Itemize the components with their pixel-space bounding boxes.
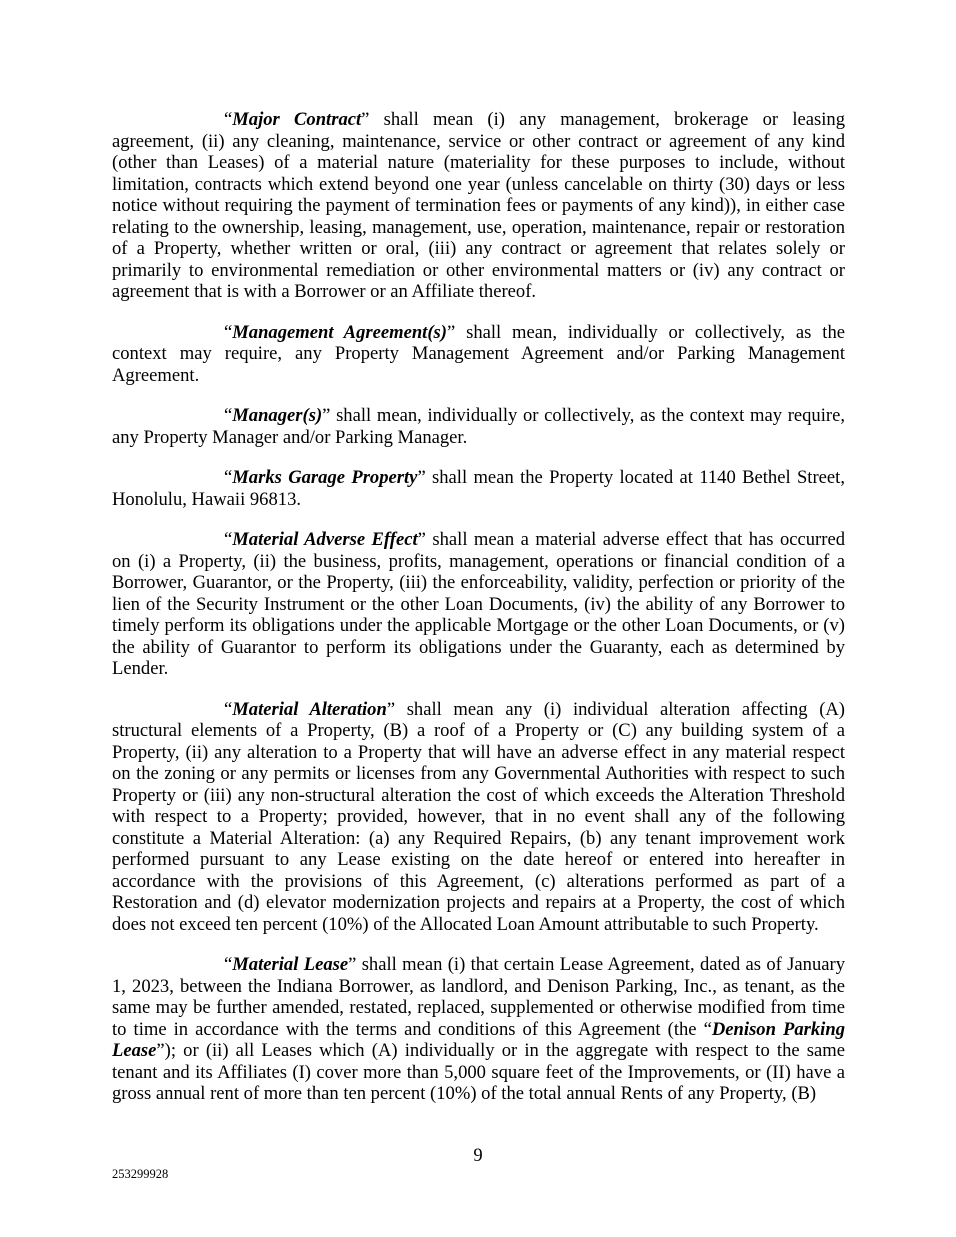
text-run: ” shall mean (i) any management, brokerage or leasing agreement, (ii) any cleaning, maintenance, service or other contract or agreement of any kind (other than Leases) of a material nature (materiality for these purposes to include, without limitation, contracts which extend beyond one year (unless cancelable on thirty (30) days or less notice without requiring the payment of termination fees or payments of any kind)), in either case relating to the ownership, leasing, management, use, operation, maintenance, repair or restoration of a Property, whether written or oral, (iii) any contract or agreement that relates solely or primarily to environmental remediation or other environmental matters or (iv) any contract or agreement that is with a Borrower or an Affiliate thereof. — [112, 109, 845, 302]
definition-paragraph-major-contract — [112, 109, 845, 303]
definition-paragraph-managers — [112, 405, 845, 448]
text-run: ” shall mean, individually or collectively, as the context may require, any Property Management Agreement and/or Parking Management Agreement. — [112, 321, 845, 386]
definition-paragraph-marks-garage-property — [112, 467, 845, 510]
text-run: “ — [224, 321, 233, 343]
text-run: “ — [224, 405, 233, 426]
defined-term: Management Agreement(s) — [232, 321, 447, 343]
text-run: ” shall mean (i) that certain Lease Agreement, dated as of January 1, 2023, between the Indiana Borrower, as landlord, and Denison Parking, Inc., as tenant, as the same may be further amended, restated, replaced, supplemented or otherwise modified from time to time in accordance with the terms and conditions of this Agreement (the “ — [112, 954, 845, 1040]
definition-paragraph-management-agreements — [112, 322, 845, 387]
text-run: “ — [224, 109, 233, 130]
text-run: ” shall mean, individually or collectively, as the context may require, any Property Manager and/or Parking Manager. — [112, 405, 845, 448]
defined-term: Material Adverse Effect — [232, 529, 418, 550]
document-id-footer: 253299928 — [112, 1167, 169, 1181]
text-run: “ — [224, 698, 233, 720]
text-run: ” shall mean a material adverse effect that has occurred on (i) a Property, (ii) the business, profits, management, operations or financial condition of a Borrower, Guarantor, or the Property, (iii) the enforceability, validity, perfection or priority of the lien of the Security Instrument or the other Loan Documents, (iv) the ability of any Borrower to timely perform its obligations under the applicable Mortgage or the other Loan Documents, or (v) the ability of Guarantor to perform its obligations under the Guaranty, each as determined by Lender. — [112, 529, 845, 679]
text-run: “ — [224, 529, 233, 550]
text-run: ”); or (ii) all Leases which (A) individually or in the aggregate with respect to the same tenant and its Affiliates (I) cover more than 5,000 square feet of the Improvements, or (II) have a gross annual rent of more than ten percent (10%) of the total annual Rents of any Property, (B) — [112, 1040, 845, 1104]
document-body — [112, 109, 845, 1105]
page-number: 9 — [473, 1145, 483, 1166]
definition-paragraph-material-lease — [112, 954, 845, 1105]
definition-paragraph-material-alteration — [112, 699, 845, 936]
text-run: ” shall mean the Property located at 1140 Bethel Street, Honolulu, Hawaii 96813. — [112, 467, 845, 510]
defined-term: Marks Garage Property — [232, 467, 418, 488]
defined-term: Major Contract — [232, 109, 362, 130]
definition-paragraph-material-adverse-effect — [112, 529, 845, 680]
defined-term: Denison Parking Lease — [112, 1018, 845, 1061]
text-run: “ — [224, 467, 233, 488]
text-run: ” shall mean any (i) individual alteration affecting (A) structural elements of a Property, (B) a roof of a Property or (C) any building system of a Property, (ii) any alteration to a Property that will have an adverse effect in any material respect on the zoning or any permits or licenses from any Governmental Authorities with respect to such Property or (iii) any non-structural alteration the cost of which exceeds the Alteration Threshold with respect to a Property; provided, however, that in no event shall any of the following constitute a Material Alteration: (a) any Required Repairs, (b) any tenant improvement work performed pursuant to any Lease existing on the date hereof or entered into hereafter in accordance with the provisions of this Agreement, (c) alterations performed as part of a Restoration and (d) elevator modernization projects and repairs at a Property, the cost of which does not exceed ten percent (10%) of the Allocated Loan Amount attributable to such Property. — [112, 698, 846, 935]
defined-term: Manager(s) — [232, 405, 323, 426]
defined-term: Material Lease — [232, 954, 349, 975]
defined-term: Material Alteration — [232, 698, 387, 720]
text-run: “ — [224, 954, 233, 975]
